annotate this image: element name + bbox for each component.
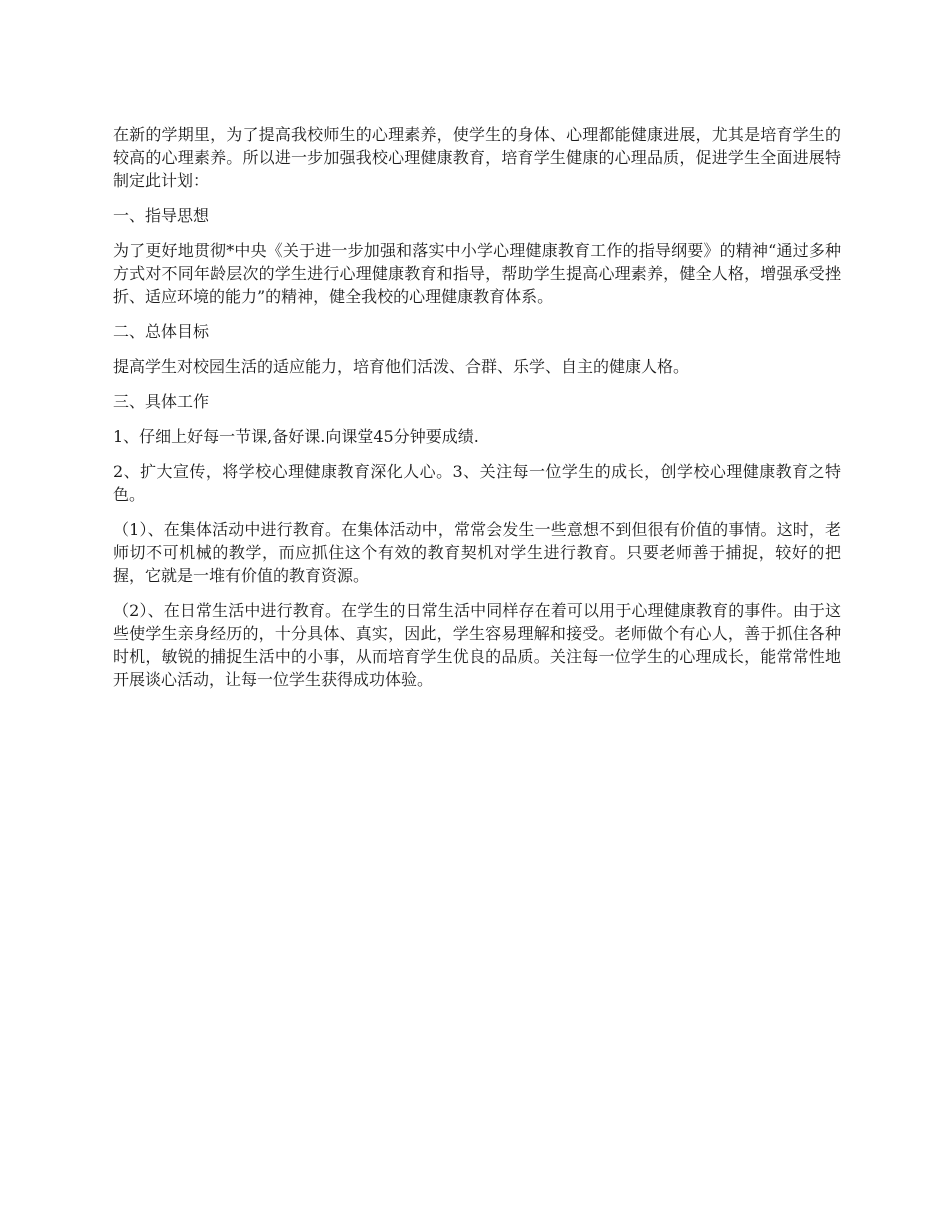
work-item-2-3: 2、扩大宣传，将学校心理健康教育深化人心。3、关注每一位学生的成长，创学校心理健康教育之特色。: [113, 462, 841, 504]
overall-goal-paragraph: 提高学生对校园生活的适应能力，培育他们活泼、合群、乐学、自主的健康人格。: [113, 357, 690, 376]
work-subitem-1: （1）、在集体活动中进行教育。在集体活动中，常常会发生一些意想不到但很有价值的事情。这时，老师切不可机械的教学，而应抓住这个有效的教育契机对学生进行教育。只要老师善于捕捉，较好的把握，它就是一堆有价值的教育资源。: [113, 520, 841, 585]
work-subitem-2: （2）、在日常生活中进行教育。在学生的日常生活中同样存在着可以用于心理健康教育的事件。由于这些使学生亲身经历的，十分具体、真实，因此，学生容易理解和接受。老师做个有心人，善于抓住各种时机，敏锐的捕捉生活中的小事，从而培育学生优良的品质。关注每一位学生的心理成长，能常常性地开展谈心活动，让每一位学生获得成功体验。: [113, 601, 841, 689]
document-body: [113, 123, 841, 703]
section-heading-overall-goal: 二、总体目标: [113, 322, 210, 341]
section-heading-guiding-ideology: 一、指导思想: [113, 206, 210, 225]
intro-paragraph: 在新的学期里，为了提高我校师生的心理素养，使学生的身体、心理都能健康进展，尤其是培育学生的较高的心理素养。所以进一步加强我校心理健康教育，培育学生健康的心理品质，促进学生全面进展特制定此计划：: [113, 125, 841, 190]
guiding-ideology-paragraph: 为了更好地贯彻*中央《关于进一步加强和落实中小学心理健康教育工作的指导纲要》的精神“通过多种方式对不同年龄层次的学生进行心理健康教育和指导，帮助学生提高心理素养，健全人格，增强承受挫折、适应环境的能力”的精神，健全我校的心理健康教育体系。: [113, 241, 841, 306]
work-item-1: 1、仔细上好每一节课,备好课.向课堂45分钟要成绩.: [113, 427, 479, 446]
section-heading-specific-work: 三、具体工作: [113, 392, 210, 411]
